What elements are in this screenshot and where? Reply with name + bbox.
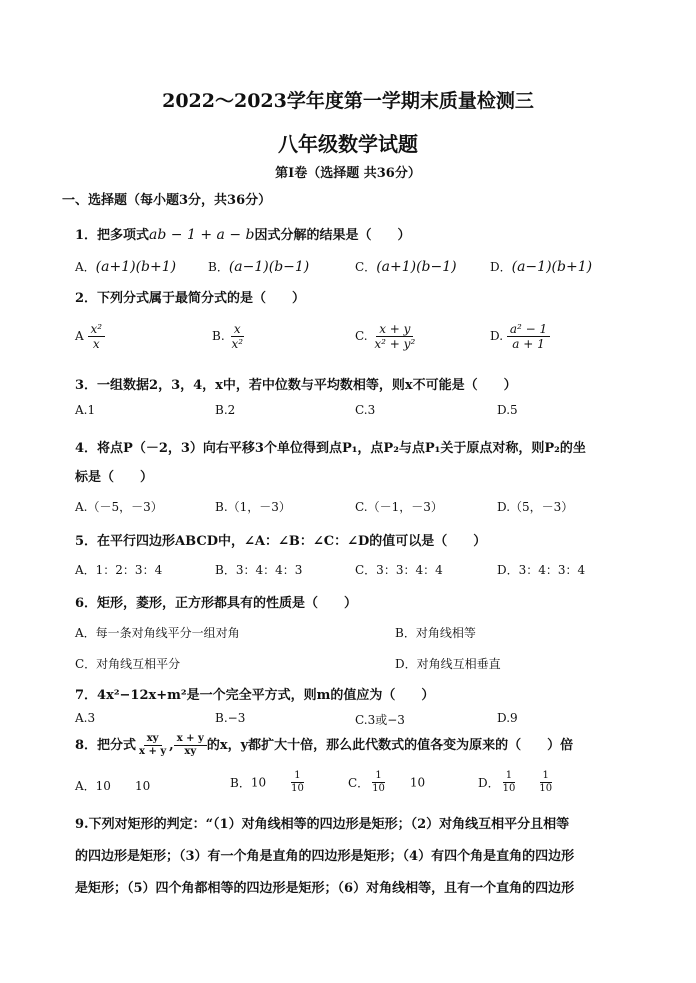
- exam-subtitle: 八年级数学试题: [278, 132, 418, 156]
- q6-option-a: A．每一条对角线平分一组对角: [75, 626, 240, 640]
- question-4-stem-line2: 标是（ ）: [75, 470, 154, 485]
- question-7-stem: 7．4x²−12x+m²是一个完全平方式，则m的值应为（ ）: [75, 688, 435, 703]
- q2-option-b: B. $\frac{x}{\text{x²}}$: [212, 322, 244, 351]
- q3-option-d: D.5: [497, 403, 518, 417]
- q1-option-a: A．(a+1)(b+1): [75, 259, 177, 275]
- question-5-stem: 5．在平行四边形ABCD中，∠A：∠B：∠C：∠D的值可以是（ ）: [75, 534, 487, 549]
- q3-option-a: A.1: [75, 403, 96, 417]
- question-4-stem-line1: 4．将点P（－2，3）向右平移3个单位得到点P₁，点P₂与点P₁关于原点对称，则P₂的坐: [75, 441, 586, 456]
- q3-option-b: B.2: [215, 403, 236, 417]
- exam-title: 2022～2023学年度第一学期末质量检测三: [162, 90, 534, 112]
- q4-option-a: A.（－5，－3）: [75, 500, 163, 514]
- q7-option-a: A.3: [75, 711, 96, 725]
- q2-option-d: D. $\frac{\text{a² − 1}}{a + 1}$: [490, 322, 550, 351]
- q4-option-d: D.（5，－3）: [497, 500, 574, 514]
- q5-option-a: A．1：2：3：4: [75, 563, 163, 577]
- question-2-stem: 2．下列分式属于最简分式的是（ ）: [75, 291, 306, 306]
- q4-option-c: C.（－1，－3）: [355, 500, 443, 514]
- volume-label: 第Ⅰ卷（选择题 共36分）: [275, 166, 421, 181]
- q2-option-a: A $\frac{\text{x²}}{x}$: [75, 322, 105, 351]
- question-9-line3: 是矩形；（5）四个角都相等的四边形是矩形；（6）对角线相等，且有一个直角的四边形: [75, 881, 575, 896]
- q5-option-b: B．3：4：4：3: [215, 563, 303, 577]
- q7-option-d: D.9: [497, 711, 518, 725]
- question-6-stem: 6．矩形，菱形，正方形都具有的性质是（ ）: [75, 596, 358, 611]
- q7-option-c: C.3或−3: [355, 713, 405, 727]
- q6-option-c: C．对角线互相平分: [75, 657, 181, 671]
- question-9-line1: 9.下列对矩形的判定：“（1）对角线相等的四边形是矩形；（2）对角线互相平分且相等: [75, 817, 570, 832]
- question-1-stem: 1．把多项式ab − 1 + a − b因式分解的结果是（ ）: [75, 227, 411, 243]
- q1-option-c: C．(a+1)(b−1): [355, 259, 457, 275]
- q5-option-c: C．3：3：4：4: [355, 563, 443, 577]
- q6-option-b: B．对角线相等: [395, 626, 476, 640]
- q1-option-b: B．(a−1)(b−1): [208, 259, 310, 275]
- question-3-stem: 3．一组数据2，3，4，x中，若中位数与平均数相等，则x不可能是（ ）: [75, 378, 517, 393]
- q1-option-d: D．(a−1)(b+1): [490, 259, 593, 275]
- q2-option-c: C. $\frac{x + y}{\text{x² + y²}}$: [355, 322, 416, 351]
- q6-option-d: D．对角线互相垂直: [395, 657, 501, 671]
- q5-option-d: D．3：4：3：4: [497, 563, 586, 577]
- q8-option-d: D． $\frac{1}{10}$ $\frac{1}{10}$: [478, 770, 553, 794]
- q8-option-a: A．10 10: [75, 779, 151, 793]
- question-8-stem: 8．把分式 $\frac{xy}{x + y}$ , $\frac{x + y}{xy}$ 的x，y都扩大十倍，那么此代数式的值各变为原来的（ ）倍: [75, 733, 574, 757]
- question-9-line2: 的四边形是矩形；（3）有一个角是直角的四边形是矩形；（4）有四个角是直角的四边形: [75, 849, 575, 864]
- q7-option-b: B.−3: [215, 711, 246, 725]
- section-title: 一、选择题（每小题3分，共36分）: [62, 193, 272, 208]
- q8-option-c: C． $\frac{1}{10}$ 10: [348, 770, 426, 794]
- q8-option-b: B．10 $\frac{1}{10}$: [230, 770, 304, 794]
- q3-option-c: C.3: [355, 403, 376, 417]
- q4-option-b: B.（1，－3）: [215, 500, 291, 514]
